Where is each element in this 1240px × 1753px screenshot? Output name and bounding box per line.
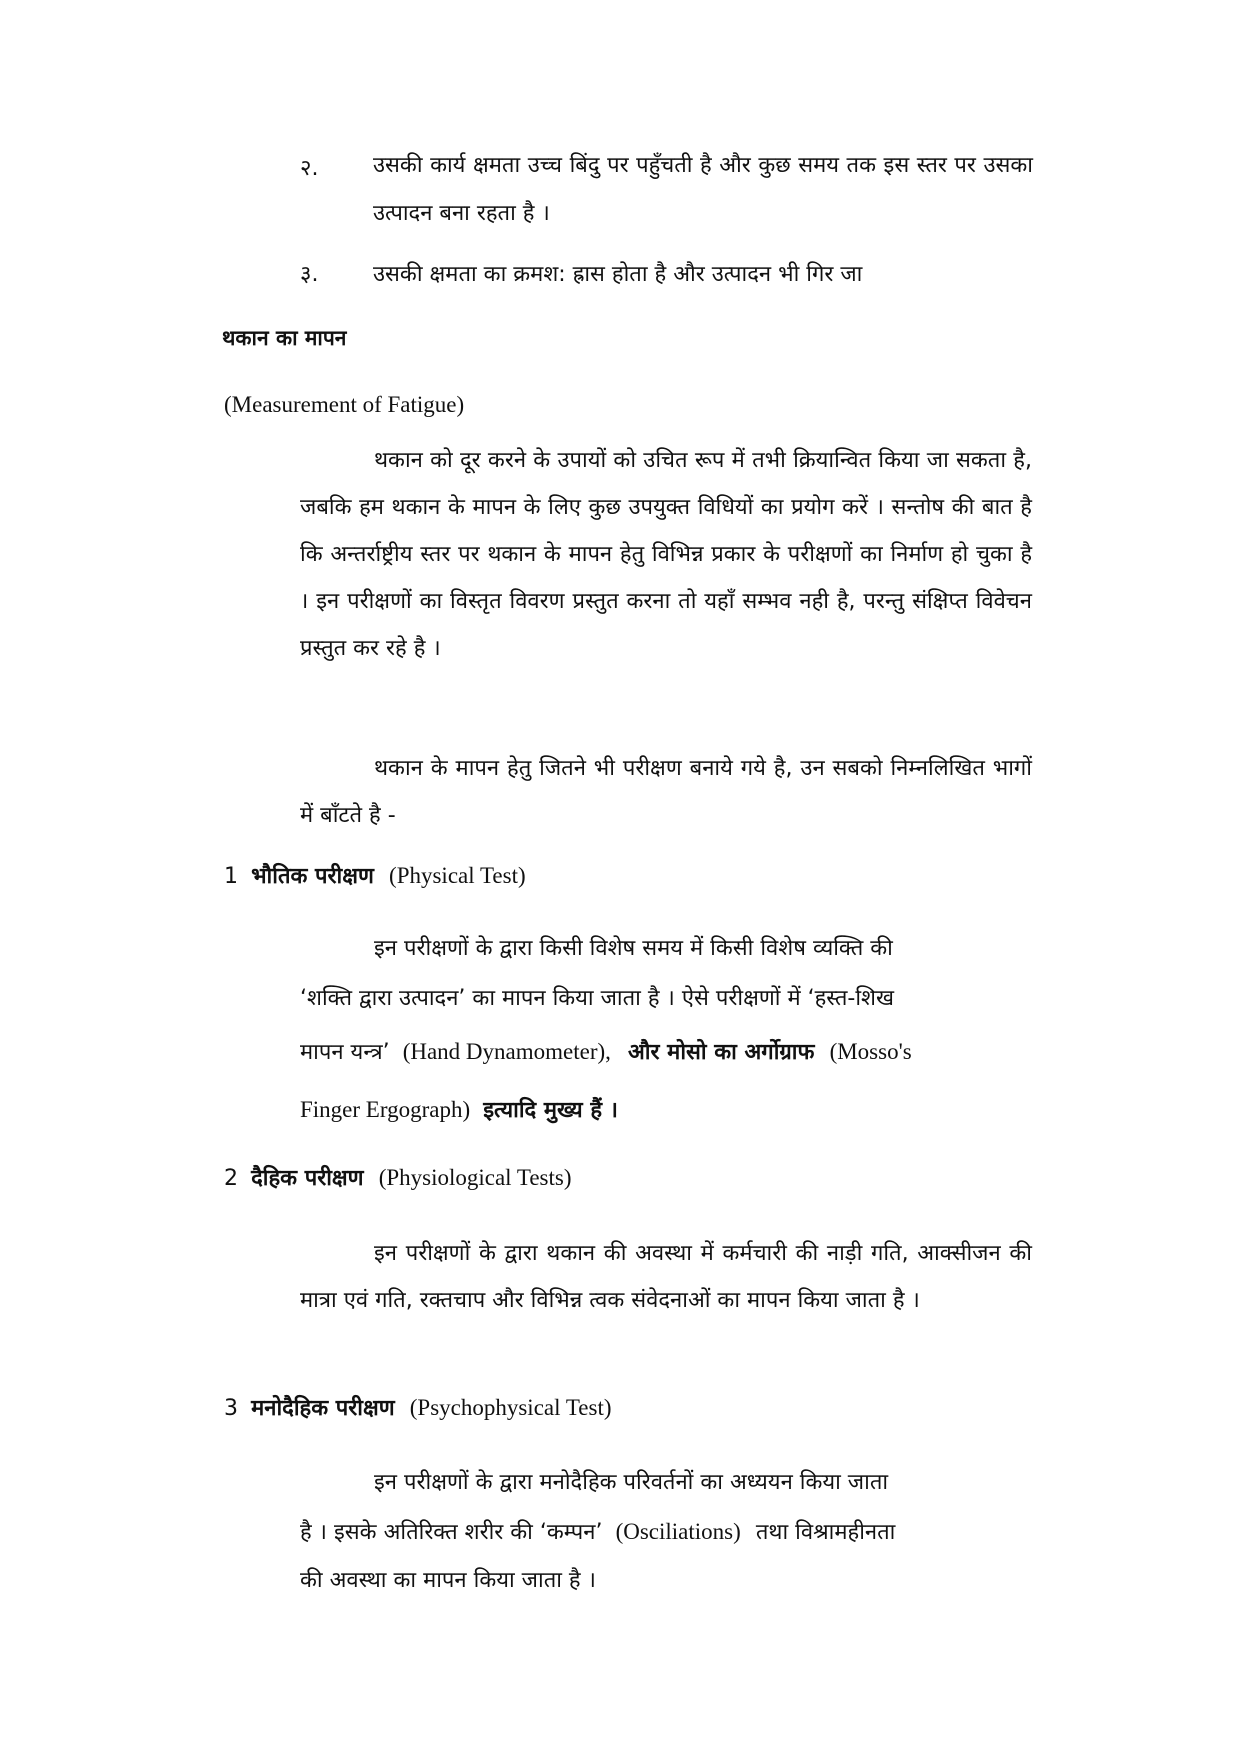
text-span: है । इसके अतिरिक्त शरीर की ‘कम्पन’ bbox=[300, 1520, 603, 1545]
text-span: Finger Ergograph) bbox=[300, 1097, 471, 1122]
test-title-hindi: मनोदैहिक परीक्षण bbox=[251, 1396, 395, 1421]
list-item-text: उसकी कार्य क्षमता उच्च बिंदु पर पहुँचती है और कुछ समय तक इस स्तर पर उसका उत्पादन बना रहता है । bbox=[373, 153, 1033, 226]
test-number: 1 bbox=[224, 864, 238, 889]
test-title-english: (Psychophysical Test) bbox=[409, 1395, 612, 1420]
text-span: और मोसो का अर्गोग्राफ bbox=[628, 1040, 815, 1065]
classification-paragraph-text: थकान के मापन हेतु जितने भी परीक्षण बनाये गये है, उन सबको निम्नलिखित भागों में बाँटते है - bbox=[300, 756, 1032, 828]
test-body bbox=[300, 1230, 1032, 1324]
test-number: 2 bbox=[224, 1166, 238, 1191]
test-title-hindi: दैहिक परीक्षण bbox=[251, 1166, 364, 1191]
text-span: तथा विश्रामहीनता bbox=[755, 1520, 896, 1545]
list-item-text: उसकी क्षमता का क्रमश: ह्रास होता है और उत्पादन भी गिर जा bbox=[373, 262, 863, 287]
test-heading bbox=[224, 1162, 572, 1192]
test-body-line: इन परीक्षणों के द्वारा मनोदैहिक परिवर्तनों का अध्ययन किया जाता bbox=[374, 1470, 889, 1495]
test-body-line: ‘शक्ति द्वारा उत्पादन’ का मापन किया जाता है । ऐसे परीक्षणों में ‘हस्त-शिख bbox=[300, 986, 894, 1011]
list-number: ३. bbox=[300, 262, 319, 287]
text-span: (Mosso's bbox=[829, 1039, 912, 1064]
test-heading bbox=[224, 860, 526, 890]
test-title-english: (Physical Test) bbox=[389, 863, 526, 888]
test-body-line bbox=[300, 1036, 912, 1066]
section-title-english: (Measurement of Fatigue) bbox=[224, 392, 465, 417]
test-title-english: (Physiological Tests) bbox=[378, 1165, 572, 1190]
test-heading bbox=[224, 1392, 612, 1422]
section-title-hindi: थकान का मापन bbox=[222, 326, 347, 350]
test-number: 3 bbox=[224, 1396, 238, 1421]
list-number: २. bbox=[300, 156, 319, 181]
text-span: (Hand Dynamometer), bbox=[402, 1039, 611, 1064]
test-body-line bbox=[300, 1094, 618, 1124]
text-span: इत्यादि मुख्य हैं । bbox=[483, 1098, 619, 1123]
test-body-line: की अवस्था का मापन किया जाता है । bbox=[300, 1568, 596, 1593]
intro-paragraph-text: थकान को दूर करने के उपायों को उचित रूप में तभी क्रियान्वित किया जा सकता है, जबकि हम थकान के मापन के लिए कुछ उपयुक्त विधियों का प्रयोग करें । सन्तोष की बात है कि अन्तर्राष्ट्रीय स्तर पर थकान के मापन हेतु विभिन्न प्रकार के परीक्षणों का निर्माण हो चुका है । इन परीक्षणों का विस्तृत विवरण प्रस्तुत करना तो यहाँ सम्भव नही है, परन्तु संक्षिप्त विवेचन प्रस्तुत कर रहे है । bbox=[300, 448, 1032, 661]
intro-paragraph bbox=[300, 437, 1032, 672]
test-body-text: इन परीक्षणों के द्वारा थकान की अवस्था में कर्मचारी की नाड़ी गति, आक्सीजन की मात्रा एवं गति, रक्तचाप और विभिन्न त्वक संवेदनाओं का मापन किया जाता है । bbox=[300, 1241, 1032, 1313]
text-span: मापन यन्त्र’ bbox=[300, 1040, 390, 1065]
test-body-line: इन परीक्षणों के द्वारा किसी विशेष समय में किसी विशेष व्यक्ति की bbox=[374, 936, 893, 961]
text-span: (Osciliations) bbox=[615, 1519, 741, 1544]
classification-paragraph bbox=[300, 745, 1032, 839]
test-title-hindi: भौतिक परीक्षण bbox=[251, 864, 374, 889]
test-body-line bbox=[300, 1516, 895, 1546]
